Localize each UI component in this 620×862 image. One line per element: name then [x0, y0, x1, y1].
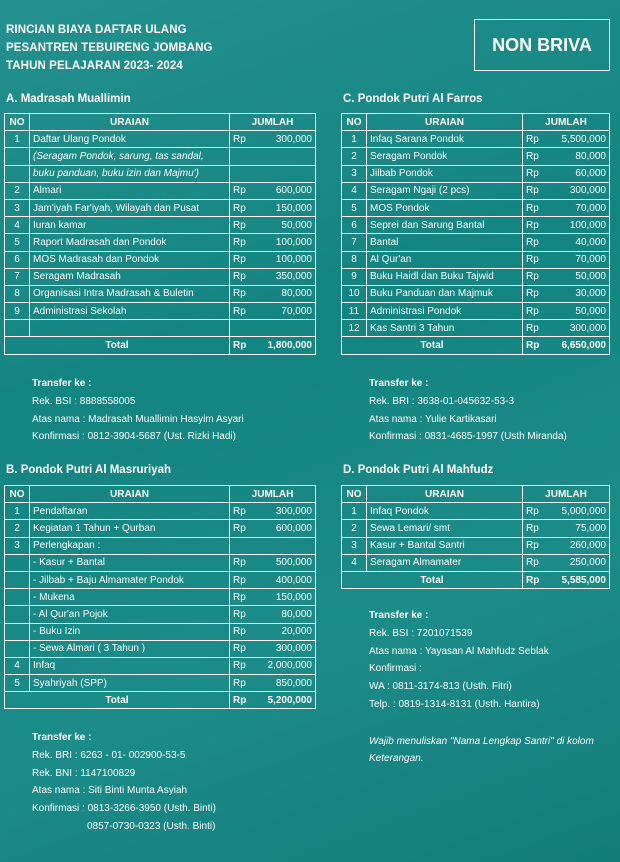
row-currency: Rp: [230, 199, 255, 216]
table-row: [342, 320, 610, 337]
row-amount: 2,000,000: [255, 657, 316, 674]
row-description: Pendaftaran: [30, 503, 230, 520]
transfer-line: Konfirmasi : 0813-3266-3950 (Usth. Binti): [32, 803, 216, 815]
total-currency: Rp: [230, 337, 255, 354]
row-amount: 850,000: [255, 675, 316, 692]
row-number: 11: [342, 303, 367, 320]
col-no-header: NO: [5, 114, 30, 131]
row-currency: Rp: [230, 589, 255, 606]
row-currency: Rp: [230, 606, 255, 623]
table-row: [5, 520, 316, 537]
row-amount: 100,000: [255, 234, 316, 251]
section-d-note: [369, 733, 594, 767]
row-number: 8: [342, 251, 367, 268]
row-number: [5, 640, 30, 657]
total-amount: 5,585,000: [548, 571, 610, 588]
row-amount: 40,000: [548, 234, 610, 251]
row-description: - Al Qur'an Pojok: [30, 606, 230, 623]
total-label: Total: [342, 571, 523, 588]
row-amount: 400,000: [255, 571, 316, 588]
row-description: Seprei dan Sarung Bantal: [367, 217, 523, 234]
col-jumlah-header: JUMLAH: [230, 114, 316, 131]
section-d-transfer: [369, 607, 549, 714]
table-row: [342, 165, 610, 182]
table-row: [342, 503, 610, 520]
table-row: [5, 623, 316, 640]
total-label: Total: [5, 692, 230, 709]
row-number: 8: [5, 285, 30, 302]
row-number: 1: [5, 503, 30, 520]
table-row: [5, 131, 316, 148]
table-row: [5, 165, 316, 182]
section-b-table: [4, 485, 316, 709]
row-currency: Rp: [230, 623, 255, 640]
row-amount: 350,000: [255, 268, 316, 285]
row-currency: Rp: [523, 554, 548, 571]
total-amount: 1,800,000: [255, 337, 316, 354]
row-description: Infaq Pondok: [367, 503, 523, 520]
row-description: Kasur + Bantal Santri: [367, 537, 523, 554]
row-currency: Rp: [523, 303, 548, 320]
table-row: [342, 217, 610, 234]
row-number: 1: [342, 503, 367, 520]
row-description: Buku Panduan dan Majmuk: [367, 285, 523, 302]
row-currency: Rp: [230, 131, 255, 148]
table-row: [5, 606, 316, 623]
table-row: [5, 554, 316, 571]
row-currency: Rp: [230, 640, 255, 657]
row-description: Infaq: [30, 657, 230, 674]
row-number: [5, 554, 30, 571]
row-amount: [255, 320, 316, 337]
row-amount: 300,000: [255, 503, 316, 520]
row-number: [5, 589, 30, 606]
table-row: [342, 234, 610, 251]
total-row: [5, 337, 316, 354]
row-amount: 75,000: [548, 520, 610, 537]
row-description: - Kasur + Bantal: [30, 554, 230, 571]
table-header-row: [342, 114, 610, 131]
row-amount: 300,000: [255, 131, 316, 148]
transfer-line: Konfirmasi : 0831-4685-1997 (Usth Miranda): [369, 431, 567, 443]
note-line: Keterangan.: [369, 753, 424, 764]
row-currency: [230, 165, 255, 182]
col-uraian-header: URAIAN: [30, 486, 230, 503]
transfer-line: Atas nama : Siti Binti Munta Asyiah: [32, 785, 188, 797]
transfer-line: Telp. : 0819-1314-8131 (Usth. Hantira): [369, 698, 540, 710]
row-description: Seragam Almamater: [367, 554, 523, 571]
transfer-line: Rek. BRI : 3638-01-045632-53-3: [369, 395, 515, 407]
row-number: 2: [342, 520, 367, 537]
note-line: Wajib menuliskan "Nama Lengkap Santri" di kolom: [369, 736, 594, 747]
row-amount: 150,000: [255, 589, 316, 606]
row-number: 9: [342, 268, 367, 285]
row-currency: Rp: [523, 182, 548, 199]
row-number: 6: [5, 251, 30, 268]
transfer-line: Rek. BSI : 8888558005: [32, 395, 136, 407]
section-c-transfer: [369, 375, 567, 446]
col-jumlah-header: JUMLAH: [523, 486, 610, 503]
table-row: [342, 520, 610, 537]
row-number: 6: [342, 217, 367, 234]
row-description: Al Qur'an: [367, 251, 523, 268]
row-currency: Rp: [523, 268, 548, 285]
row-number: [5, 623, 30, 640]
row-currency: Rp: [523, 148, 548, 165]
row-description: Sewa Lemari/ smt: [367, 520, 523, 537]
col-uraian-header: URAIAN: [367, 114, 523, 131]
table-row: [342, 554, 610, 571]
row-description: Jam'iyah Far'iyah, Wilayah dan Pusat: [30, 199, 230, 216]
table-row: [5, 640, 316, 657]
transfer-line: WA : 0811-3174-813 (Usth. Fitri): [369, 681, 512, 693]
row-currency: Rp: [230, 182, 255, 199]
transfer-line: Rek. BSI : 7201071539: [369, 627, 473, 639]
table-row: [5, 589, 316, 606]
col-uraian-header: URAIAN: [367, 486, 523, 503]
section-a-title: A. Madrasah Muallimin: [6, 93, 131, 105]
table-row: [5, 503, 316, 520]
row-amount: 250,000: [548, 554, 610, 571]
table-row: [5, 268, 316, 285]
col-uraian-header: URAIAN: [30, 114, 230, 131]
row-amount: 5,000,000: [548, 503, 610, 520]
table-row: [342, 303, 610, 320]
row-amount: [255, 537, 316, 554]
col-no-header: NO: [342, 486, 367, 503]
row-currency: Rp: [230, 268, 255, 285]
row-description: Iuran kamar: [30, 217, 230, 234]
total-currency: Rp: [523, 337, 548, 354]
row-number: 2: [5, 520, 30, 537]
section-a-transfer: [32, 375, 244, 446]
section-d-title: D. Pondok Putri Al Mahfudz: [343, 464, 494, 476]
row-currency: [230, 537, 255, 554]
row-currency: Rp: [230, 217, 255, 234]
row-number: [5, 320, 30, 337]
row-number: 1: [342, 131, 367, 148]
total-label: Total: [5, 337, 230, 354]
table-row: [5, 148, 316, 165]
row-description: Raport Madrasah dan Pondok: [30, 234, 230, 251]
table-row: [5, 251, 316, 268]
table-row: [342, 199, 610, 216]
table-header-row: [5, 114, 316, 131]
total-currency: Rp: [230, 692, 255, 709]
row-description: Administrasi Sekolah: [30, 303, 230, 320]
row-description: Bantal: [367, 234, 523, 251]
row-description: (Seragam Pondok, sarung, tas sandal,: [30, 148, 230, 165]
row-currency: Rp: [230, 234, 255, 251]
row-currency: Rp: [230, 571, 255, 588]
transfer-head: Transfer ke :: [32, 732, 92, 743]
row-amount: 70,000: [255, 303, 316, 320]
col-jumlah-header: JUMLAH: [230, 486, 316, 503]
table-row: [5, 571, 316, 588]
row-description: - Sewa Almari ( 3 Tahun ): [30, 640, 230, 657]
row-number: [5, 571, 30, 588]
row-amount: 100,000: [548, 217, 610, 234]
row-number: 2: [342, 148, 367, 165]
row-amount: 600,000: [255, 182, 316, 199]
transfer-line: Atas nama : Yayasan Al Mahfudz Seblak: [369, 645, 549, 657]
row-amount: 50,000: [548, 303, 610, 320]
row-amount: 5,500,000: [548, 131, 610, 148]
row-number: 3: [342, 165, 367, 182]
row-number: [5, 606, 30, 623]
row-currency: Rp: [523, 131, 548, 148]
row-number: 4: [5, 217, 30, 234]
row-amount: [255, 148, 316, 165]
table-row: [5, 182, 316, 199]
row-currency: [230, 148, 255, 165]
total-amount: 6,650,000: [548, 337, 610, 354]
row-amount: 150,000: [255, 199, 316, 216]
col-no-header: NO: [5, 486, 30, 503]
row-currency: Rp: [230, 520, 255, 537]
row-amount: 260,000: [548, 537, 610, 554]
row-amount: 500,000: [255, 554, 316, 571]
section-c-table: [341, 113, 610, 355]
table-row: [342, 251, 610, 268]
row-currency: Rp: [523, 520, 548, 537]
row-amount: 600,000: [255, 520, 316, 537]
row-number: 5: [5, 234, 30, 251]
row-amount: 80,000: [255, 285, 316, 302]
row-amount: [255, 165, 316, 182]
section-c-title: C. Pondok Putri Al Farros: [343, 93, 483, 105]
row-number: 3: [5, 199, 30, 216]
row-number: [5, 165, 30, 182]
total-row: [342, 337, 610, 354]
row-number: 9: [5, 303, 30, 320]
row-currency: Rp: [230, 251, 255, 268]
row-number: 4: [5, 657, 30, 674]
col-no-header: NO: [342, 114, 367, 131]
row-number: 12: [342, 320, 367, 337]
section-d-table: [341, 485, 610, 589]
row-description: Infaq Sarana Pondok: [367, 131, 523, 148]
row-description: - Mukena: [30, 589, 230, 606]
table-row: [342, 268, 610, 285]
table-row: [5, 234, 316, 251]
table-row: [5, 303, 316, 320]
table-row-empty: [5, 320, 316, 337]
row-number: 2: [5, 182, 30, 199]
row-description: Almari: [30, 182, 230, 199]
row-number: 4: [342, 182, 367, 199]
total-amount: 5,200,000: [255, 692, 316, 709]
row-description: Syahriyah (SPP): [30, 675, 230, 692]
row-currency: Rp: [230, 285, 255, 302]
row-number: 5: [342, 199, 367, 216]
transfer-line: Rek. BNI : 1147100829: [32, 767, 136, 779]
row-description: Organisasi Intra Madrasah & Buletin: [30, 285, 230, 302]
non-briva-badge: NON BRIVA: [474, 19, 610, 71]
transfer-line: 0857-0730-0323 (Usth. Binti): [87, 820, 216, 832]
row-description: Seragam Ngaji (2 pcs): [367, 182, 523, 199]
row-description: Kegiatan 1 Tahun + Qurban: [30, 520, 230, 537]
section-a-table: [4, 113, 316, 355]
row-description: Perlengkapan :: [30, 537, 230, 554]
row-currency: Rp: [230, 503, 255, 520]
row-description: Kas Santri 3 Tahun: [367, 320, 523, 337]
row-currency: Rp: [523, 320, 548, 337]
row-description: - Jilbab + Baju Almamater Pondok: [30, 571, 230, 588]
section-b-transfer: [32, 729, 216, 836]
row-currency: Rp: [523, 199, 548, 216]
row-description: Buku Haidl dan Buku Tajwid: [367, 268, 523, 285]
row-currency: Rp: [523, 234, 548, 251]
table-row: [342, 148, 610, 165]
table-row: [342, 537, 610, 554]
table-header-row: [342, 486, 610, 503]
transfer-line: Konfirmasi :: [369, 663, 422, 675]
transfer-line: Rek. BRI : 6263 - 01- 002900-53-5: [32, 749, 186, 761]
row-description: Jilbab Pondok: [367, 165, 523, 182]
total-row: [5, 692, 316, 709]
row-number: 7: [5, 268, 30, 285]
row-description: Daftar Ulang Pondok: [30, 131, 230, 148]
row-amount: 80,000: [548, 148, 610, 165]
row-amount: 50,000: [255, 217, 316, 234]
row-amount: 300,000: [255, 640, 316, 657]
row-number: 5: [5, 675, 30, 692]
transfer-line: Konfirmasi : 0812-3904-5687 (Ust. Rizki Hadi): [32, 431, 236, 443]
table-row: [5, 657, 316, 674]
row-currency: Rp: [230, 554, 255, 571]
row-currency: Rp: [230, 657, 255, 674]
row-number: [5, 148, 30, 165]
row-currency: Rp: [523, 165, 548, 182]
row-number: 3: [5, 537, 30, 554]
table-row: [342, 182, 610, 199]
table-header-row: [5, 486, 316, 503]
row-currency: [230, 320, 255, 337]
row-description: MOS Pondok: [367, 199, 523, 216]
row-currency: Rp: [523, 251, 548, 268]
transfer-head: Transfer ke :: [369, 378, 429, 389]
row-amount: 20,000: [255, 623, 316, 640]
row-currency: Rp: [523, 217, 548, 234]
row-description: Seragam Pondok: [367, 148, 523, 165]
row-amount: 60,000: [548, 165, 610, 182]
row-description: Seragam Madrasah: [30, 268, 230, 285]
table-row: [342, 131, 610, 148]
row-currency: Rp: [230, 303, 255, 320]
row-amount: 300,000: [548, 182, 610, 199]
transfer-head: Transfer ke :: [32, 378, 92, 389]
row-currency: Rp: [230, 675, 255, 692]
row-amount: 70,000: [548, 251, 610, 268]
title-line-1: RINCIAN BIAYA DAFTAR ULANG: [6, 24, 187, 36]
row-description: Administrasi Pondok: [367, 303, 523, 320]
row-number: 10: [342, 285, 367, 302]
transfer-line: Atas nama : Yulie Kartikasari: [369, 413, 497, 425]
row-description: buku panduan, buku izin dan Majmu'): [30, 165, 230, 182]
transfer-head: Transfer ke :: [369, 610, 429, 621]
table-row: [342, 285, 610, 302]
row-description: MOS Madrasah dan Pondok: [30, 251, 230, 268]
title-line-3: TAHUN PELAJARAN 2023- 2024: [6, 60, 183, 72]
row-description: [30, 320, 230, 337]
total-label: Total: [342, 337, 523, 354]
table-row: [5, 537, 316, 554]
total-currency: Rp: [523, 571, 548, 588]
row-amount: 30,000: [548, 285, 610, 302]
row-amount: 70,000: [548, 199, 610, 216]
row-amount: 100,000: [255, 251, 316, 268]
total-row: [342, 571, 610, 588]
col-jumlah-header: JUMLAH: [523, 114, 610, 131]
row-amount: 300,000: [548, 320, 610, 337]
row-number: 3: [342, 537, 367, 554]
table-row: [5, 217, 316, 234]
row-number: 7: [342, 234, 367, 251]
page-title: [6, 21, 213, 75]
row-currency: Rp: [523, 537, 548, 554]
table-row: [5, 199, 316, 216]
table-row: [5, 285, 316, 302]
row-amount: 50,000: [548, 268, 610, 285]
section-b-title: B. Pondok Putri Al Masruriyah: [6, 464, 172, 476]
row-currency: Rp: [523, 285, 548, 302]
row-number: 4: [342, 554, 367, 571]
row-amount: 80,000: [255, 606, 316, 623]
transfer-line: Atas nama : Madrasah Muallimin Hasyim Asyari: [32, 413, 244, 425]
title-line-2: PESANTREN TEBUIRENG JOMBANG: [6, 42, 213, 54]
row-number: 1: [5, 131, 30, 148]
row-currency: Rp: [523, 503, 548, 520]
row-description: - Buku Izin: [30, 623, 230, 640]
table-row: [5, 675, 316, 692]
